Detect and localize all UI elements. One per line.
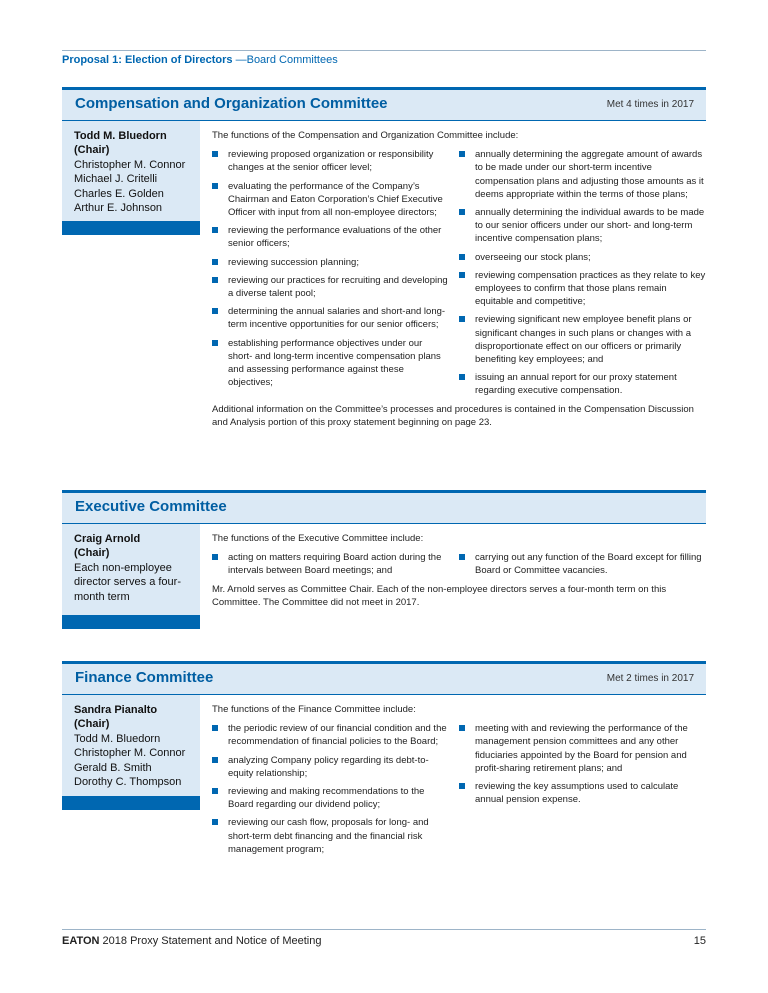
function-item (212, 785, 449, 811)
committee-members (62, 524, 200, 615)
header-rule (62, 50, 706, 51)
square-bullet-icon (212, 277, 218, 283)
function-text: evaluating the performance of the Company’s Chairman and Eaton Corporation’s Chief Executive Officer with input from all non-employee directors; (228, 180, 443, 219)
function-text: analyzing Company policy regarding its debt-to-equity relationship; (228, 754, 429, 779)
section-title: Finance Committee (75, 669, 214, 686)
functions-intro: The functions of the Finance Committee include: (212, 704, 416, 715)
compensation-committee-header (62, 87, 706, 121)
footer-brand: EATON (62, 935, 100, 947)
member-panel-bar (62, 796, 200, 810)
square-bullet-icon (212, 757, 218, 763)
compensation-committee-section (62, 87, 706, 428)
committee-member: Christopher M. Connor (74, 158, 186, 171)
functions-list-right (459, 551, 706, 577)
function-item (459, 269, 706, 309)
function-item (212, 337, 449, 390)
footer-rule (62, 929, 706, 930)
committee-functions (212, 532, 706, 619)
function-item (459, 206, 706, 246)
chair-label: (Chair) (74, 144, 110, 157)
square-bullet-icon (459, 272, 465, 278)
function-item (459, 251, 706, 264)
executive-committee-header (62, 490, 706, 524)
square-bullet-icon (459, 725, 465, 731)
member-list (74, 732, 200, 790)
function-item (212, 274, 449, 300)
additional-info: Mr. Arnold serves as Committee Chair. Each of the non-employee directors serves a four-month term on this Committee. The Committee did not meet in 2017. (212, 583, 667, 608)
finance-committee-section (62, 661, 706, 855)
section-title: Compensation and Organization Committee (75, 95, 388, 112)
function-text: annually determining the aggregate amount of awards to be made under our short-term incentive compensation plans and adjusting those amounts as it deems appropriate within the terms of those plans; (475, 149, 704, 200)
function-item (212, 305, 449, 331)
function-item (212, 754, 449, 780)
function-text: reviewing and making recommendations to the Board regarding our dividend policy; (228, 786, 425, 811)
square-bullet-icon (212, 151, 218, 157)
function-item (212, 816, 449, 856)
function-text: reviewing succession planning; (228, 256, 359, 268)
square-bullet-icon (459, 374, 465, 380)
function-text: establishing performance objectives under our short- and long-term incentive compensation plans and assessing performance against these objectives; (228, 337, 441, 389)
page-number: 15 (693, 935, 706, 947)
function-item (459, 148, 706, 201)
function-item (212, 551, 449, 577)
chair-name: Todd M. Bluedorn (74, 130, 167, 142)
square-bullet-icon (212, 819, 218, 825)
functions-intro: The functions of the Executive Committee include: (212, 533, 424, 544)
committee-member: Todd M. Bluedorn (74, 732, 161, 745)
function-text: reviewing our cash flow, proposals for long- and short-term debt financing and the financial risk management program; (228, 817, 429, 855)
function-text: reviewing significant new employee benefit plans or significant changes in such plans or changes with a disproportionate effect on our officers or primarily benefiting key employees; and (475, 314, 692, 366)
chair-name: Craig Arnold (74, 533, 141, 545)
meeting-count: Met 2 times in 2017 (606, 673, 694, 684)
function-text: carrying out any function of the Board except for filling Board or Committee vacancies. (475, 552, 702, 577)
function-item (212, 148, 449, 174)
square-bullet-icon (212, 308, 218, 314)
page-footer (62, 935, 706, 947)
square-bullet-icon (459, 316, 465, 322)
section-title: Executive Committee (75, 498, 227, 515)
square-bullet-icon (459, 254, 465, 260)
function-item (212, 224, 449, 250)
square-bullet-icon (212, 259, 218, 265)
chair-label: (Chair) (74, 718, 110, 731)
square-bullet-icon (212, 340, 218, 346)
header-section: —Board Committees (232, 54, 338, 66)
page-header (62, 54, 338, 66)
function-item (459, 722, 706, 775)
meeting-count: Met 4 times in 2017 (606, 99, 694, 110)
chair-name: Sandra Pianalto (74, 704, 158, 716)
additional-info: Additional information on the Committee’s processes and procedures is contained in the Compensation Discussion and Analysis portion of this proxy statement beginning on page 23. (212, 403, 694, 428)
function-text: the periodic review of our financial condition and the recommendation of financial policies to the Board; (228, 723, 447, 748)
square-bullet-icon (459, 209, 465, 215)
functions-list-left (212, 148, 449, 389)
functions-list-left (212, 551, 449, 577)
function-item (212, 722, 449, 748)
committee-member: Dorothy C. Thompson (74, 776, 182, 789)
function-text: reviewing the performance evaluations of the other senior officers; (228, 225, 442, 250)
square-bullet-icon (212, 183, 218, 189)
function-text: meeting with and reviewing the performance of the management pension committees and any other fiduciaries appointed by the Board for pension and profit-sharing retirement plans; and (475, 723, 688, 774)
executive-committee-section (62, 490, 706, 608)
committee-members (62, 121, 200, 221)
square-bullet-icon (212, 725, 218, 731)
committee-member: Each non-employee director serves a four-month term (74, 561, 181, 603)
member-panel-bar (62, 615, 200, 629)
functions-intro: The functions of the Compensation and Organization Committee include: (212, 130, 519, 141)
function-text: acting on matters requiring Board action during the intervals between Board meetings; and (228, 552, 442, 577)
member-list (74, 158, 200, 216)
member-panel-bar (62, 221, 200, 235)
functions-list-right (459, 148, 706, 397)
function-item (212, 256, 449, 269)
function-item (459, 551, 706, 577)
committee-functions (212, 129, 706, 439)
chair-label: (Chair) (74, 547, 110, 560)
committee-member: Michael J. Critelli (74, 173, 158, 186)
functions-list-left (212, 722, 449, 856)
function-item (459, 371, 706, 397)
square-bullet-icon (459, 783, 465, 789)
function-text: reviewing compensation practices as they relate to key employees to confirm that those plans remain equitable and competitive; (475, 269, 706, 308)
functions-list-right (459, 722, 706, 806)
square-bullet-icon (459, 151, 465, 157)
function-text: determining the annual salaries and short-and long-term incentive opportunities for our senior officers; (228, 306, 446, 331)
function-text: overseeing our stock plans; (475, 251, 591, 263)
function-item (459, 780, 706, 806)
square-bullet-icon (459, 554, 465, 560)
committee-member: Gerald B. Smith (74, 761, 152, 774)
committee-member: Christopher M. Connor (74, 747, 186, 760)
function-text: issuing an annual report for our proxy statement regarding executive compensation. (475, 372, 677, 397)
committee-functions (212, 703, 706, 861)
function-text: reviewing proposed organization or responsibility changes at the senior officer level; (228, 149, 434, 174)
header-proposal: Proposal 1: Election of Directors (62, 54, 233, 66)
footer-title: 2018 Proxy Statement and Notice of Meeting (99, 935, 322, 947)
committee-members (62, 695, 200, 796)
finance-committee-header (62, 661, 706, 695)
square-bullet-icon (212, 227, 218, 233)
committee-member: Charles E. Golden (74, 187, 164, 200)
square-bullet-icon (212, 788, 218, 794)
committee-member: Arthur E. Johnson (74, 202, 163, 215)
function-text: reviewing our practices for recruiting and developing a diverse talent pool; (228, 274, 448, 300)
square-bullet-icon (212, 554, 218, 560)
function-text: annually determining the individual awards to be made to our senior officers under our short- and long-term incentive compensation plans; (475, 207, 705, 245)
function-text: reviewing the key assumptions used to calculate annual pension expense. (475, 781, 679, 806)
function-item (212, 180, 449, 220)
function-item (459, 313, 706, 366)
member-list (74, 561, 200, 604)
